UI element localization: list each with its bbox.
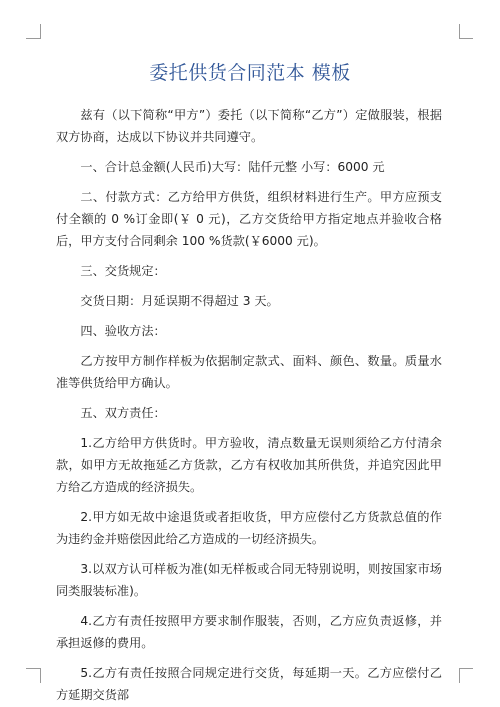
crop-mark-top-left-v xyxy=(40,24,41,39)
clause-delivery-heading: 三、交货规定： xyxy=(80,264,166,278)
responsibility-item-2: 2.甲方如无故中途退货或者拒收货，甲方应偿付乙方货款总值的作为违约金并赔偿因此给乙方造成的一切经济损失。 xyxy=(56,510,442,546)
responsibility-item-3: 3.以双方认可样板为准(如无样板或合同无特别说明，则按国家市场同类服装标准)。 xyxy=(56,562,442,598)
crop-mark-top-right-h xyxy=(459,38,473,39)
crop-mark-bottom-right-h xyxy=(459,668,473,669)
clause-responsibilities-heading: 五、双方责任： xyxy=(80,406,166,420)
crop-mark-bottom-right-v xyxy=(459,668,460,683)
crop-mark-top-left-h xyxy=(26,38,40,39)
clause-delivery-date: 交货日期：月延误期不得超过 3 天。 xyxy=(80,294,279,308)
responsibility-item-4: 4.乙方有责任按照甲方要求制作服装，否则，乙方应负责返修，并承担返修的费用。 xyxy=(56,614,442,650)
responsibility-item-1: 1.乙方给甲方供货时。甲方验收，清点数量无误则须给乙方付清余款，如甲方无故拖延乙方货款，乙方有权收加其所供货，并追究因此甲方给乙方造成的经济损失。 xyxy=(56,436,442,494)
clause-inspection-heading: 四、验收方法： xyxy=(80,324,166,338)
document-body xyxy=(56,104,442,706)
clause-total-amount: 一、合计总金额(人民币)大写：陆仟元整 小写：6000 元 xyxy=(80,160,385,174)
clause-inspection-method: 乙方按甲方制作样板为依据制定款式、面料、颜色、数量。质量水准等供货给甲方确认。 xyxy=(56,354,442,390)
responsibility-item-5: 5.乙方有责任按照合同规定进行交货，每延期一天。乙方应偿付乙方延期交货部 xyxy=(56,666,442,702)
crop-mark-top-right-v xyxy=(459,24,460,39)
crop-mark-bottom-left-v xyxy=(40,668,41,683)
intro-paragraph: 兹有（以下简称“甲方”）委托（以下简称“乙方”）定做服装，根据双方协商，达成以下协议并共同遵守。 xyxy=(56,108,442,144)
crop-mark-bottom-left-h xyxy=(26,668,40,669)
document-title: 委托供货合同范本 模板 xyxy=(149,62,351,84)
clause-payment-method: 二、付款方式：乙方给甲方供货，组织材料进行生产。甲方应预支付全额的 0 %订金即(￥ 0 元)，乙方交货给甲方指定地点并验收合格后，甲方支付合同剩余 100 %货款(￥6000 元)。 xyxy=(56,190,442,248)
